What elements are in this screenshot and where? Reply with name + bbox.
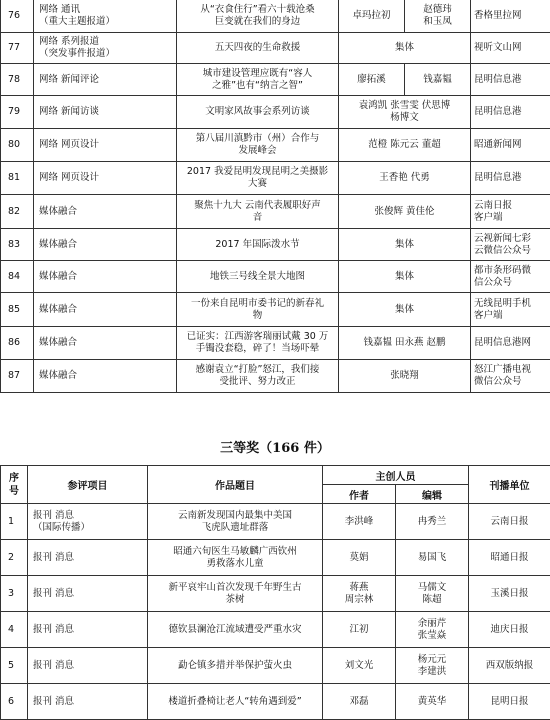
- entry-title: 昭通六旬医生马敏麟广西钦州 勇救落水儿童: [148, 540, 323, 576]
- entry-author: 卓玛拉初: [339, 0, 405, 33]
- row-number: 87: [1, 360, 34, 393]
- row-number: 80: [1, 129, 34, 162]
- entry-unit: 玉溪日报: [469, 576, 550, 612]
- entry-unit: 迪庆日报: [469, 612, 550, 648]
- table-row: [1, 229, 550, 261]
- entry-unit: 怒江广播电视 微信公众号: [471, 360, 550, 393]
- entry-unit: 视听文山网: [471, 33, 550, 64]
- table-row: [1, 129, 550, 162]
- entry-author: 刘文光: [323, 648, 396, 684]
- table-row: [1, 33, 550, 64]
- table-row: [1, 576, 550, 612]
- entry-title: 云南新发现国内最集中美国 飞虎队遗址群落: [148, 504, 323, 540]
- entry-title: 聚焦十九大 云南代表履职好声 音: [177, 195, 339, 229]
- entry-title: 从“衣食住行”看六十载沧桑 巨变就在我们的身边: [177, 0, 339, 33]
- entry-unit: 昭通日报: [469, 540, 550, 576]
- entry-title: 感谢袁立“打脸”怒江，我们接 受批评、努力改正: [177, 360, 339, 393]
- entry-category: 网络 网页设计: [34, 162, 177, 195]
- header-no: 序 号: [1, 466, 28, 504]
- entry-author: 范橙 陈元云 董超: [339, 129, 471, 162]
- table-row: [1, 261, 550, 293]
- table-row: [1, 64, 550, 96]
- entry-editor: 易国飞: [396, 540, 469, 576]
- entry-title: 五天四夜的生命救援: [177, 33, 339, 64]
- entry-category: 媒体融合: [34, 261, 177, 293]
- row-number: 3: [1, 576, 28, 612]
- row-number: 79: [1, 96, 34, 129]
- entry-author: 集体: [339, 229, 471, 261]
- table-row: [1, 540, 550, 576]
- entry-category: 报刊 消息: [28, 648, 148, 684]
- header-title: 作品题目: [148, 466, 323, 504]
- entry-editor: 冉秀兰: [396, 504, 469, 540]
- table-row: [1, 96, 550, 129]
- table-row: [1, 162, 550, 195]
- row-number: 76: [1, 0, 34, 33]
- entry-unit: 云视新闻七彩 云微信公众号: [471, 229, 550, 261]
- row-number: 81: [1, 162, 34, 195]
- header-unit: 刊播单位: [469, 466, 550, 504]
- entry-author: 江初: [323, 612, 396, 648]
- table-row: [1, 648, 550, 684]
- row-number: 84: [1, 261, 34, 293]
- entry-unit: 西双版纳报: [469, 648, 550, 684]
- entry-category: 媒体融合: [34, 327, 177, 360]
- entry-category: 媒体融合: [34, 293, 177, 327]
- entry-category: 媒体融合: [34, 360, 177, 393]
- entry-category: 网络 网页设计: [34, 129, 177, 162]
- entry-author: 王香艳 代勇: [339, 162, 471, 195]
- entry-editor: 赵德玮 和玉凤: [405, 0, 471, 33]
- entry-title: 第八届川滇黔市（州）合作与 发展峰会: [177, 129, 339, 162]
- entry-unit: 云南日报: [469, 504, 550, 540]
- table-row: [1, 327, 550, 360]
- third-prize-table: [0, 465, 550, 720]
- table-row: [1, 360, 550, 393]
- entry-unit: 昆明信息港网: [471, 327, 550, 360]
- header-editor: 编辑: [396, 485, 469, 504]
- table-row: [1, 195, 550, 229]
- header-author: 作者: [323, 485, 396, 504]
- row-number: 77: [1, 33, 34, 64]
- entry-unit: 都市条形码微 信公众号: [471, 261, 550, 293]
- row-number: 85: [1, 293, 34, 327]
- entry-title: 2017 我爱昆明发现昆明之美摄影 大赛: [177, 162, 339, 195]
- row-number: 83: [1, 229, 34, 261]
- entry-title: 一份来自昆明市委书记的新春礼 物: [177, 293, 339, 327]
- row-number: 86: [1, 327, 34, 360]
- entry-title: 文明家风故事会系列访谈: [177, 96, 339, 129]
- entry-unit: 昭通新闻网: [471, 129, 550, 162]
- entry-editor: 马儒文 陈超: [396, 576, 469, 612]
- header-item: 参评项目: [28, 466, 148, 504]
- entry-title: 新平哀牢山首次发现千年野生古 茶树: [148, 576, 323, 612]
- entry-unit: 香格里拉网: [471, 0, 550, 33]
- section-title: 三等奖（166 件）: [0, 437, 550, 456]
- entry-editor: 黄英华: [396, 684, 469, 720]
- entry-author: 李洪峰: [323, 504, 396, 540]
- entry-author: 廖拓溪: [339, 64, 405, 96]
- entry-category: 网络 通讯 （重大主题报道）: [34, 0, 177, 33]
- entry-unit: 无线昆明手机 客户端: [471, 293, 550, 327]
- table-row: [1, 684, 550, 720]
- table-row: [1, 612, 550, 648]
- entry-category: 报刊 消息: [28, 576, 148, 612]
- entry-category: 媒体融合: [34, 229, 177, 261]
- entry-unit: 云南日报 客户端: [471, 195, 550, 229]
- entry-author: 集体: [339, 33, 471, 64]
- row-number: 2: [1, 540, 28, 576]
- entry-unit: 昆明信息港: [471, 162, 550, 195]
- entry-title: 城市建设管理应既有“容人 之雅”也有“纳言之智”: [177, 64, 339, 96]
- entry-title: 地铁三号线全景大地图: [177, 261, 339, 293]
- entry-author: 蒋燕 周宗林: [323, 576, 396, 612]
- entry-category: 网络 新闻评论: [34, 64, 177, 96]
- entry-unit: 昆明信息港: [471, 64, 550, 96]
- entry-author: 袁鸿凯 张雪雯 伏思博 杨博文: [339, 96, 471, 129]
- header-creators: 主创人员: [323, 466, 469, 485]
- entry-author: 集体: [339, 261, 471, 293]
- entry-author: 张晓翔: [339, 360, 471, 393]
- table-row: [1, 0, 550, 33]
- entry-author: 莫娟: [323, 540, 396, 576]
- entry-category: 网络 新闻访谈: [34, 96, 177, 129]
- entry-unit: 昆明信息港: [471, 96, 550, 129]
- row-number: 78: [1, 64, 34, 96]
- entry-editor: 余丽芹 张莹焱: [396, 612, 469, 648]
- entry-category: 报刊 消息: [28, 684, 148, 720]
- entry-author: 集体: [339, 293, 471, 327]
- entry-title: 已证实：江西游客瑞丽试戴 30 万 手镯没套稳，碎了！当场吓晕: [177, 327, 339, 360]
- entry-editor: 钱嘉韫: [405, 64, 471, 96]
- entry-unit: 昆明日报: [469, 684, 550, 720]
- entry-title: 德钦县澜沧江流域遭受严重水灾: [148, 612, 323, 648]
- entry-category: 报刊 消息: [28, 540, 148, 576]
- entry-category: 网络 系列报道 （突发事件报道）: [34, 33, 177, 64]
- entry-category: 报刊 消息 （国际传播）: [28, 504, 148, 540]
- row-number: 1: [1, 504, 28, 540]
- entry-title: 勐仑镇多措并举保护萤火虫: [148, 648, 323, 684]
- entry-author: 邓磊: [323, 684, 396, 720]
- entry-author: 钱嘉韫 田永燕 赵鹏: [339, 327, 471, 360]
- entry-title: 楼道折叠椅让老人“转角遇到爱”: [148, 684, 323, 720]
- entry-category: 报刊 消息: [28, 612, 148, 648]
- entry-editor: 杨元元 李建洪: [396, 648, 469, 684]
- entry-author: 张俊辉 黄佳伦: [339, 195, 471, 229]
- row-number: 4: [1, 612, 28, 648]
- row-number: 5: [1, 648, 28, 684]
- table-row: [1, 504, 550, 540]
- table-row: [1, 293, 550, 327]
- row-number: 6: [1, 684, 28, 720]
- entry-category: 媒体融合: [34, 195, 177, 229]
- entry-title: 2017 年国际泼水节: [177, 229, 339, 261]
- row-number: 82: [1, 195, 34, 229]
